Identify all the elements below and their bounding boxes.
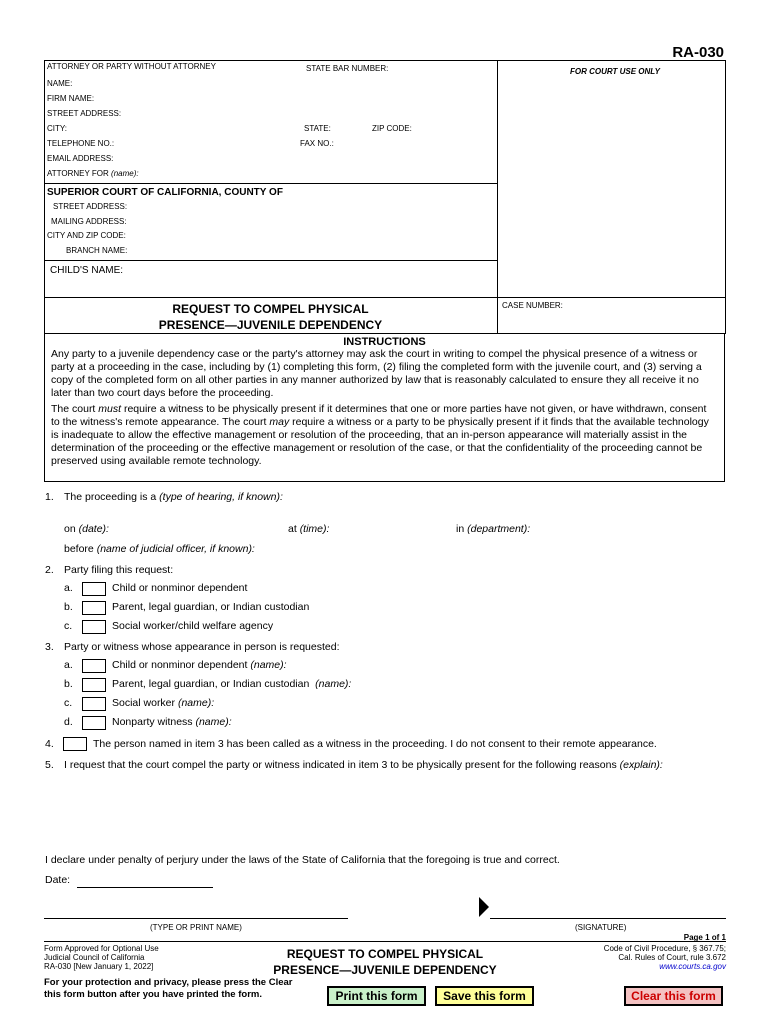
item1-label: The proceeding is a (64, 491, 157, 503)
case-title (44, 301, 497, 333)
firm-label[interactable]: FIRM NAME: (47, 94, 95, 103)
privacy-line-1: For your protection and privacy, please press the Clear (44, 977, 293, 988)
child-name-label[interactable]: CHILD'S NAME: (50, 265, 124, 276)
attorney-bottom-line (44, 183, 497, 184)
item1-text[interactable] (64, 491, 283, 504)
courts-link[interactable]: www.courts.ca.gov (659, 962, 726, 971)
attorney-for-label[interactable] (47, 169, 139, 178)
instructions-box (44, 333, 725, 482)
item3-b-text: Parent, legal guardian, or Indian custodian (112, 678, 310, 690)
item1-officer-hint: (name of judicial officer, if known): (96, 543, 255, 555)
footer-right (604, 944, 726, 971)
item3-d-label[interactable] (112, 716, 232, 729)
court-city-label[interactable]: CITY AND ZIP CODE: (47, 231, 126, 240)
footer-title (240, 946, 530, 978)
item1-dept[interactable] (456, 523, 530, 536)
type-name-line[interactable] (44, 918, 348, 919)
item3-a-hint: (name): (250, 659, 287, 671)
footer-right-1: Code of Civil Procedure, § 367.75; (603, 944, 726, 953)
date-label: Date: (45, 874, 71, 886)
item5-label: I request that the court compel the party or witness indicated in item 3 to be physically present for the following reasons (64, 759, 617, 771)
item3-d-text: Nonparty witness (112, 716, 193, 728)
item3-b-hint: (name): (315, 678, 352, 690)
court-street-label[interactable]: STREET ADDRESS: (53, 202, 128, 211)
item3-b-label[interactable] (112, 678, 351, 691)
item3-b-checkbox[interactable] (82, 678, 106, 692)
item2-text: Party filing this request: (64, 564, 174, 576)
item2-c-letter: c. (64, 620, 73, 632)
item1-time-hint: (time): (299, 523, 330, 535)
instructions-p1: Any party to a juvenile dependency case or the party's attorney may ask the court in writing to compel the physical presence of a witness or party at a proceeding in the case, including by (1) completing this form, (2) filing the completed form with the juvenile court, and (3) serving a copy of the completed form on all other parties in any manner authorized by law that is reasonably calculated to ensure they all receive it no later than two court days before the proceeding. (51, 348, 702, 399)
item3-num: 3. (45, 641, 54, 653)
item2-b-letter: b. (64, 601, 73, 613)
header-right-line (725, 60, 726, 334)
item1-date-hint: (date): (78, 523, 109, 535)
item3-a-text: Child or nonminor dependent (112, 659, 248, 671)
header-top-line (44, 60, 726, 61)
item2-b-checkbox[interactable] (82, 601, 106, 615)
court-title: SUPERIOR COURT OF CALIFORNIA, COUNTY OF (47, 187, 283, 198)
item4-checkbox[interactable] (63, 737, 87, 751)
p2-must: must (98, 403, 122, 415)
item1-before: before (64, 543, 94, 555)
item3-text: Party or witness whose appearance in person is requested: (64, 641, 340, 653)
item3-a-checkbox[interactable] (82, 659, 106, 673)
p2-a: The court (51, 403, 99, 415)
item1-date[interactable] (64, 523, 109, 536)
zip-label[interactable]: ZIP CODE: (372, 124, 412, 133)
footer-left-3: RA-030 [New January 1, 2022] (44, 962, 154, 971)
p2-may: may (269, 416, 290, 428)
state-bar-label: STATE BAR NUMBER: (306, 64, 389, 73)
item2-b-label: Parent, legal guardian, or Indian custodian (112, 601, 310, 613)
court-use-label: FOR COURT USE ONLY (570, 67, 660, 76)
privacy-note (44, 977, 292, 1001)
form-id: RA-030 (672, 44, 724, 61)
item1-num: 1. (45, 491, 54, 503)
p2-c: require a witness to be physically present if it determines that one or more parties have not given, or have withdrawn, consent to the witness's remote appearance. The court (51, 403, 707, 428)
item2-c-label: Social worker/child welfare agency (112, 620, 274, 632)
item2-a-letter: a. (64, 582, 73, 594)
item1-on: on (64, 523, 76, 535)
court-bottom-line (44, 260, 497, 261)
item1-at: at (288, 523, 297, 535)
item4-num: 4. (45, 738, 54, 750)
fax-label[interactable]: FAX NO.: (300, 139, 334, 148)
item5-hint: (explain): (619, 759, 663, 771)
item4-text: The person named in item 3 has been called as a witness in the proceeding. I do not consent to their remote appearance. (93, 738, 657, 750)
footer-left-1: Form Approved for Optional Use (44, 944, 159, 953)
item1-in: in (456, 523, 465, 535)
state-label[interactable]: STATE: (304, 124, 331, 133)
footer-right-2: Cal. Rules of Court, rule 3.672 (618, 953, 726, 962)
header-left-line (44, 60, 45, 334)
p2-e: require a witness or a party to be physically present if it finds that the available technology is inadequate to allow the effective management or resolution of the proceeding, that an in-person appearance will materially assist in the determination of the proceeding or the effective management or resolution of the case, or that the confidentiality of the proceeding cannot be preserved using available remote technology. (51, 416, 709, 467)
item3-c-hint: (name): (177, 697, 215, 709)
item5-text[interactable] (64, 759, 663, 772)
item5-num: 5. (45, 759, 54, 771)
item3-c-checkbox[interactable] (82, 697, 106, 711)
type-name-label: (TYPE OR PRINT NAME) (150, 923, 242, 932)
attorney-for-text: ATTORNEY FOR (47, 169, 109, 178)
item3-b-letter: b. (64, 678, 73, 690)
item2-num: 2. (45, 564, 54, 576)
attorney-header: ATTORNEY OR PARTY WITHOUT ATTORNEY (47, 62, 216, 71)
instructions-title: INSTRUCTIONS (343, 336, 426, 348)
signature-line[interactable] (490, 918, 726, 919)
item3-d-checkbox[interactable] (82, 716, 106, 730)
street-label[interactable]: STREET ADDRESS: (47, 109, 122, 118)
clear-button[interactable]: Clear this form (624, 986, 723, 1006)
item2-a-label: Child or nonminor dependent (112, 582, 248, 594)
footer-top-line (44, 941, 726, 942)
item1-dept-hint: (department): (467, 523, 531, 535)
instructions-p2 (45, 403, 724, 468)
footer-title-2: PRESENCE—JUVENILE DEPENDENCY (273, 963, 497, 977)
item1-time[interactable] (288, 523, 329, 536)
item3-d-letter: d. (64, 716, 73, 728)
item3-c-letter: c. (64, 697, 73, 709)
email-label[interactable]: EMAIL ADDRESS: (47, 154, 114, 163)
page-indicator: Page 1 of 1 (683, 933, 726, 942)
case-title-line1: REQUEST TO COMPEL PHYSICAL (172, 302, 369, 316)
print-button[interactable]: Print this form (327, 986, 426, 1006)
signature-arrow-icon (479, 897, 489, 917)
header-divider-line (497, 60, 498, 334)
item2-c-checkbox[interactable] (82, 620, 106, 634)
item3-a-label[interactable] (112, 659, 287, 672)
signature-label: (SIGNATURE) (575, 923, 627, 932)
attorney-for-hint: (name): (111, 169, 139, 178)
city-label[interactable]: CITY: (47, 124, 68, 133)
footer-title-1: REQUEST TO COMPEL PHYSICAL (286, 947, 484, 961)
item1-officer[interactable] (64, 543, 255, 556)
date-field[interactable] (77, 887, 213, 888)
privacy-line-2: this form button after you have printed the form. (44, 989, 262, 1000)
item3-c-label[interactable] (112, 697, 214, 710)
case-number-label[interactable]: CASE NUMBER: (502, 301, 563, 310)
save-button[interactable]: Save this form (435, 986, 534, 1006)
child-bottom-line (44, 297, 726, 298)
footer-left (44, 944, 159, 971)
declaration-text: I declare under penalty of perjury under the laws of the State of California that the foregoing is true and correct. (45, 854, 560, 866)
item3-c-text: Social worker (112, 697, 176, 709)
item2-a-checkbox[interactable] (82, 582, 106, 596)
footer-left-2: Judicial Council of California (44, 953, 145, 962)
item3-d-hint: (name): (195, 716, 232, 728)
item1-hint: (type of hearing, if known): (159, 491, 283, 503)
court-mailing-label[interactable]: MAILING ADDRESS: (51, 217, 127, 226)
item3-a-letter: a. (64, 659, 73, 671)
name-label[interactable]: NAME: (47, 79, 73, 88)
case-title-line2: PRESENCE—JUVENILE DEPENDENCY (158, 318, 383, 332)
court-branch-label[interactable]: BRANCH NAME: (66, 246, 128, 255)
telephone-label[interactable]: TELEPHONE NO.: (47, 139, 115, 148)
